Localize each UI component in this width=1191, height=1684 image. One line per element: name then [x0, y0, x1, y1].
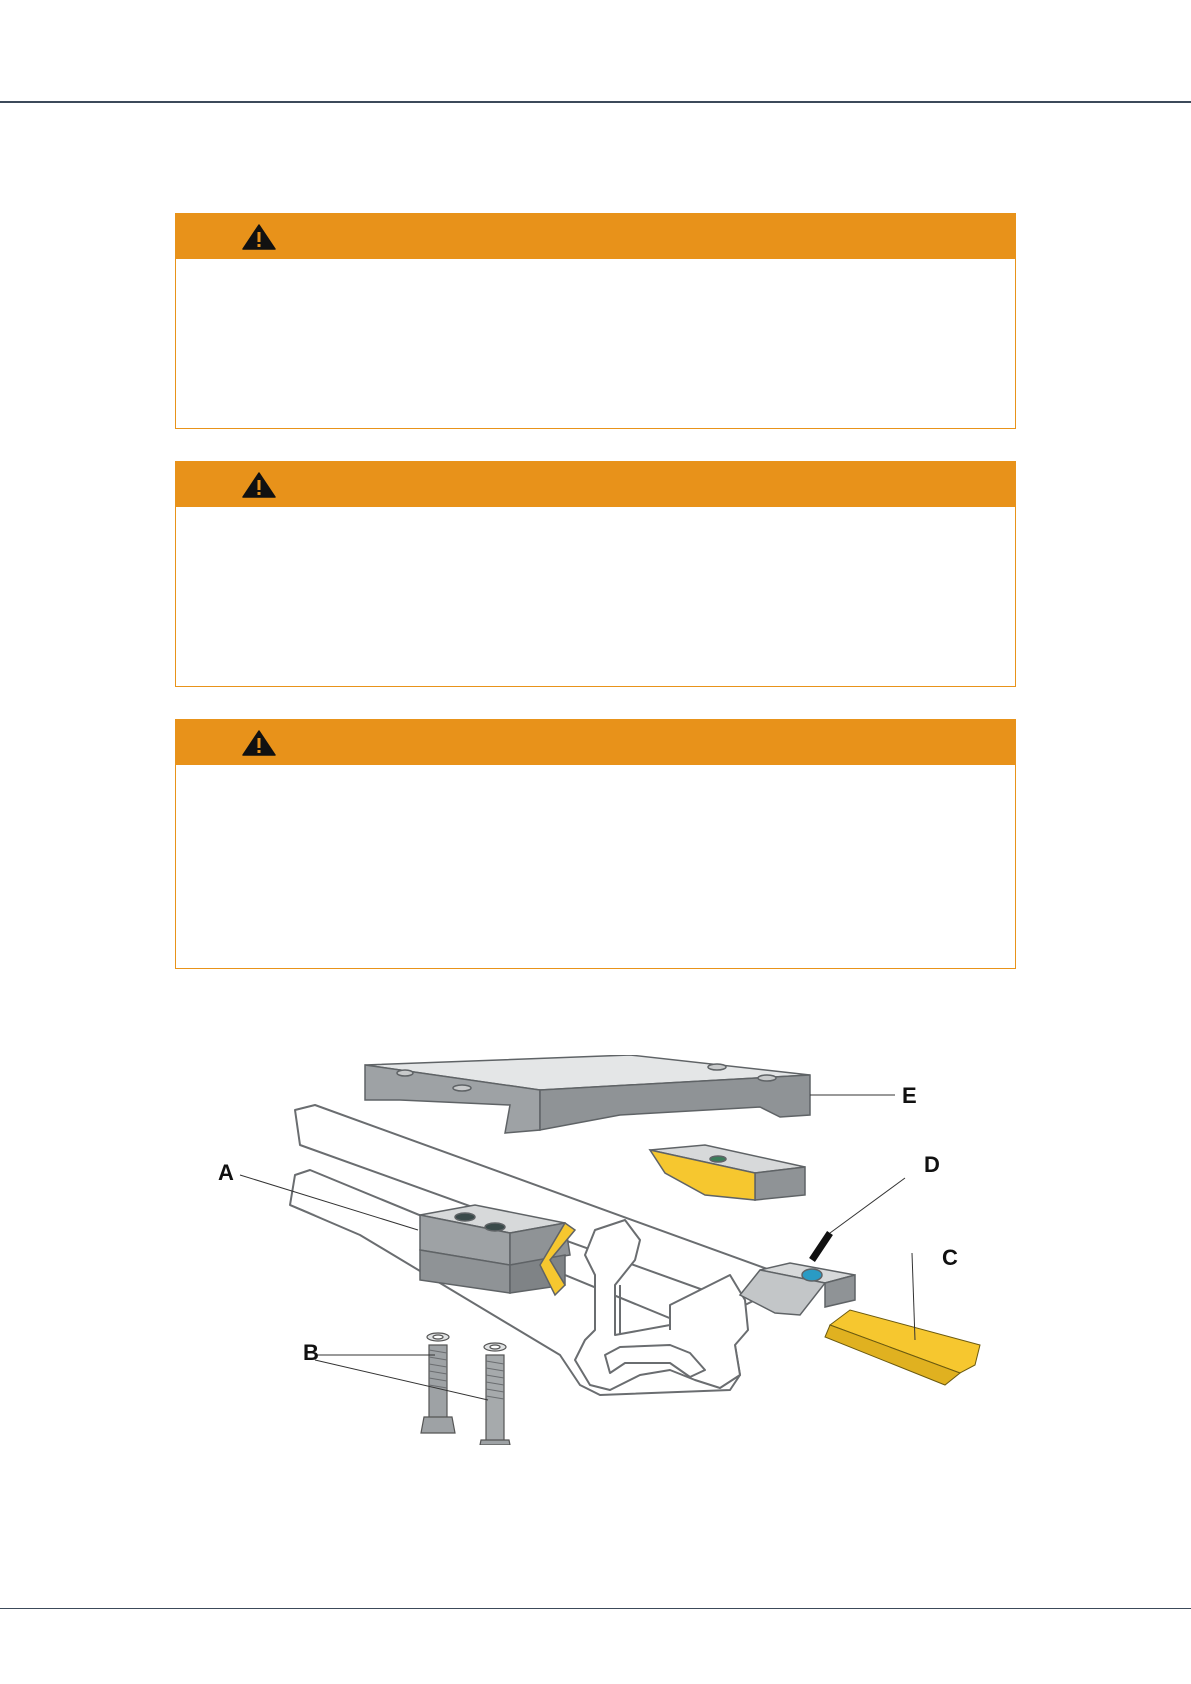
warning-box-2 [175, 461, 1016, 687]
bolts-b [421, 1333, 510, 1445]
callout-d: D [924, 1152, 940, 1177]
callout-b: B [303, 1340, 319, 1365]
upper-guide-block [650, 1145, 805, 1200]
warning-header [176, 720, 1015, 765]
warning-header [176, 462, 1015, 507]
callout-a: A [218, 1160, 234, 1185]
carriage-plate [365, 1055, 810, 1133]
pin-d [812, 1233, 830, 1260]
footer-rule [0, 1608, 1191, 1609]
warning-header [176, 214, 1015, 259]
assembly-illustration [200, 1055, 1000, 1445]
warning-box-3 [175, 719, 1016, 969]
warning-triangle-icon [242, 472, 276, 498]
callout-c: C [942, 1245, 958, 1270]
warning-triangle-icon [242, 224, 276, 250]
warning-box-1 [175, 213, 1016, 429]
warning-triangle-icon [242, 730, 276, 756]
strip-c [825, 1310, 980, 1385]
callout-e: E [902, 1083, 917, 1108]
header-rule [0, 101, 1191, 103]
